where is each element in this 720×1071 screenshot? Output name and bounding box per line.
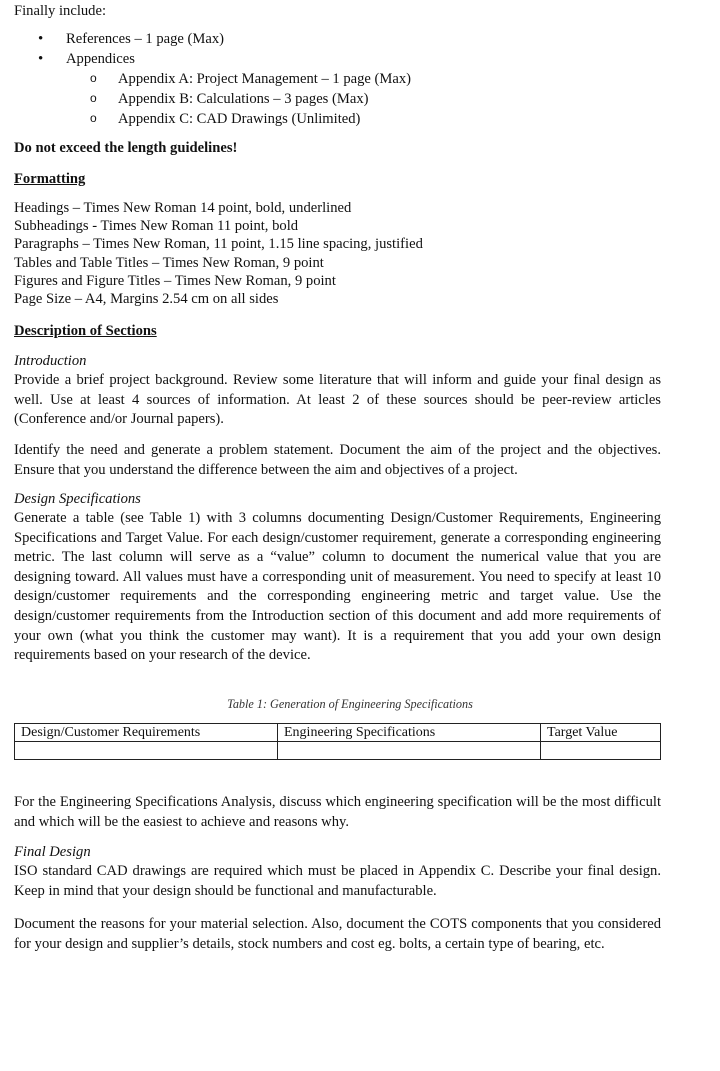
formatting-line: Subheadings - Times New Roman 11 point, bold xyxy=(14,218,299,235)
sub-list-item: o Appendix C: CAD Drawings (Unlimited) xyxy=(0,110,700,130)
list-item xyxy=(0,30,700,50)
formatting-heading: Formatting xyxy=(14,171,86,187)
introduction-subheading: Introduction xyxy=(14,353,87,369)
length-warning: Do not exceed the length guidelines! xyxy=(14,140,238,156)
table-row xyxy=(15,742,661,760)
materials-paragraph: Document the reasons for your material selection. Also, document the COTS components that you considered for your design and supplier’s details, stock numbers and cost eg. bolts, a certain type of bearing, etc. xyxy=(14,916,661,952)
sub-list-item: o Appendix B: Calculations – 3 pages (Max) xyxy=(0,90,700,110)
design-specifications-subheading: Design Specifications xyxy=(14,491,141,507)
final-design-subheading: Final Design xyxy=(14,844,91,860)
design-specifications-paragraph: Generate a table (see Table 1) with 3 columns documenting Design/Customer Requirements, Engineering Specifications and Target Value. For each design/customer requirement, generate a corresponding engineering metric. The last column will serve as a “value” column to document the numerical value that you are designing toward. All values must have a corresponding unit of measurement. You need to specify at least 10 design/customer requirements and the corresponding engineering metric and target value. Use the design/customer requirements from the Introduction section of this document and add more requirements of your own (what you think the customer may want). It is a requirement that you add your own design requirements based on your research of the device. xyxy=(14,510,661,664)
intro-text: Finally include: xyxy=(14,3,107,19)
table-header-row xyxy=(15,724,661,742)
formatting-list xyxy=(14,199,423,308)
table-caption: Table 1: Generation of Engineering Specifications xyxy=(227,697,473,711)
formatting-line: Paragraphs – Times New Roman, 11 point, 1.15 line spacing, justified xyxy=(14,236,423,253)
list-item-label: References – 1 page (Max) xyxy=(66,31,225,47)
engineering-specifications-table xyxy=(14,723,661,760)
table-cell xyxy=(278,742,541,760)
description-heading: Description of Sections xyxy=(14,323,157,339)
analysis-paragraph: For the Engineering Specifications Analysis, discuss which engineering specification will be the most difficult and which will be the easiest to achieve and reasons why. xyxy=(14,794,661,830)
formatting-line: Figures and Figure Titles – Times New Roman, 9 point xyxy=(14,272,336,289)
table-header-cell: Design/Customer Requirements xyxy=(15,724,278,742)
problem-statement-paragraph: Identify the need and generate a problem statement. Document the aim of the project and the objectives. Ensure that you understand the difference between the aim and objectives of a project. xyxy=(14,442,661,478)
sub-list-container xyxy=(0,70,700,127)
sub-list-item: o Appendix A: Project Management – 1 page (Max) xyxy=(0,70,700,90)
formatting-line: Page Size – A4, Margins 2.54 cm on all sides xyxy=(14,290,279,307)
table-cell xyxy=(541,742,661,760)
list-item-label: Appendices xyxy=(66,51,135,67)
table-cell xyxy=(15,742,278,760)
introduction-paragraph: Provide a brief project background. Review some literature that will inform and guide your final design as well. Use at least 4 sources of information. At least 2 of these sources should be peer-review articles (Conference and/or Journal papers). xyxy=(14,372,661,428)
appendix-sub-list xyxy=(0,70,700,130)
table-header-cell: Engineering Specifications xyxy=(278,724,541,742)
final-design-paragraph: ISO standard CAD drawings are required which must be placed in Appendix C. Describe your final design. Keep in mind that your design should be functional and manufacturable. xyxy=(14,863,661,899)
formatting-line: Tables and Table Titles – Times New Roman, 9 point xyxy=(14,254,324,271)
include-list xyxy=(0,30,700,127)
list-item xyxy=(0,50,700,70)
formatting-line: Headings – Times New Roman 14 point, bold, underlined xyxy=(14,200,352,216)
table-header-cell: Target Value xyxy=(541,724,661,742)
